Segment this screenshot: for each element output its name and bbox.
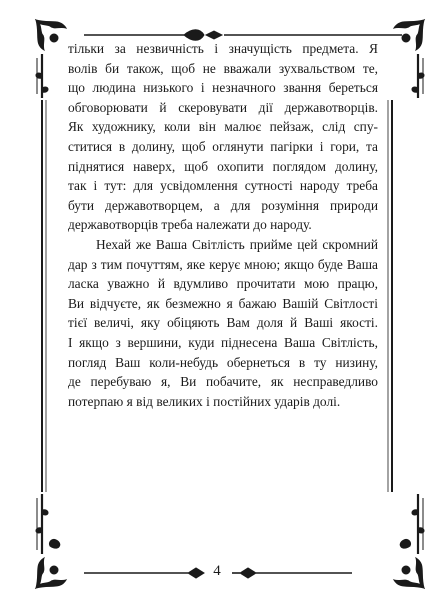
text-line: що людина низького і незначного звання береться [68, 80, 378, 96]
text-line: І якщо з вершини, куди піднесена Ваша Світлість, [68, 334, 378, 350]
body-text [68, 39, 378, 411]
text-line: волів би також, щоб не вважали зухвальством те, [68, 60, 378, 76]
paragraph-first-line: Нехай же Ваша Світлість прийме цей скромний [96, 236, 378, 252]
text-line: погляд Ваш коли-небудь обернеться в ту низину, [68, 354, 378, 370]
text-line: потерпаю я від великих і постійних ударів долі. [68, 393, 341, 409]
text-line: тієї величі, яку обіцяють Вам доля й Ваші якості. [68, 315, 378, 331]
left-border-rule [38, 100, 50, 492]
text-line: так і тут: для усвідомлення сутності народу треба [68, 178, 378, 194]
text-line: обговорювати й скеровувати дії державотворців. [68, 99, 378, 115]
right-border-rule [384, 100, 396, 492]
text-line: тільки за незвичність і значущість предмета. Я [68, 41, 378, 56]
text-line: бути державотворцем, а для розуміння природи [68, 197, 378, 213]
text-line: піднятися наверх, щоб охопити поглядом долину, [68, 158, 378, 174]
corner-ornament-top-right [370, 14, 430, 102]
page-number: 4 [213, 563, 221, 579]
text-line: державотворців треба належати до народу. [68, 217, 312, 233]
text-line: Як художнику, коли він малює пейзаж, слід спу- [68, 119, 378, 135]
text-line: дар з тим почуттям, яке керує мною; якщо буде Ваша [68, 256, 378, 272]
text-line: де перебуваю я, Ви побачите, як несправедливо [68, 374, 378, 390]
text-line: Ви відчуєте, як безмежно я бажаю Вашій Світлості [68, 295, 378, 311]
text-line: ласка уважно й вдумливо прочитати мою працю, [68, 276, 378, 292]
text-line: ститися в долину, щоб оглянути пагірки і гори, та [68, 138, 378, 154]
